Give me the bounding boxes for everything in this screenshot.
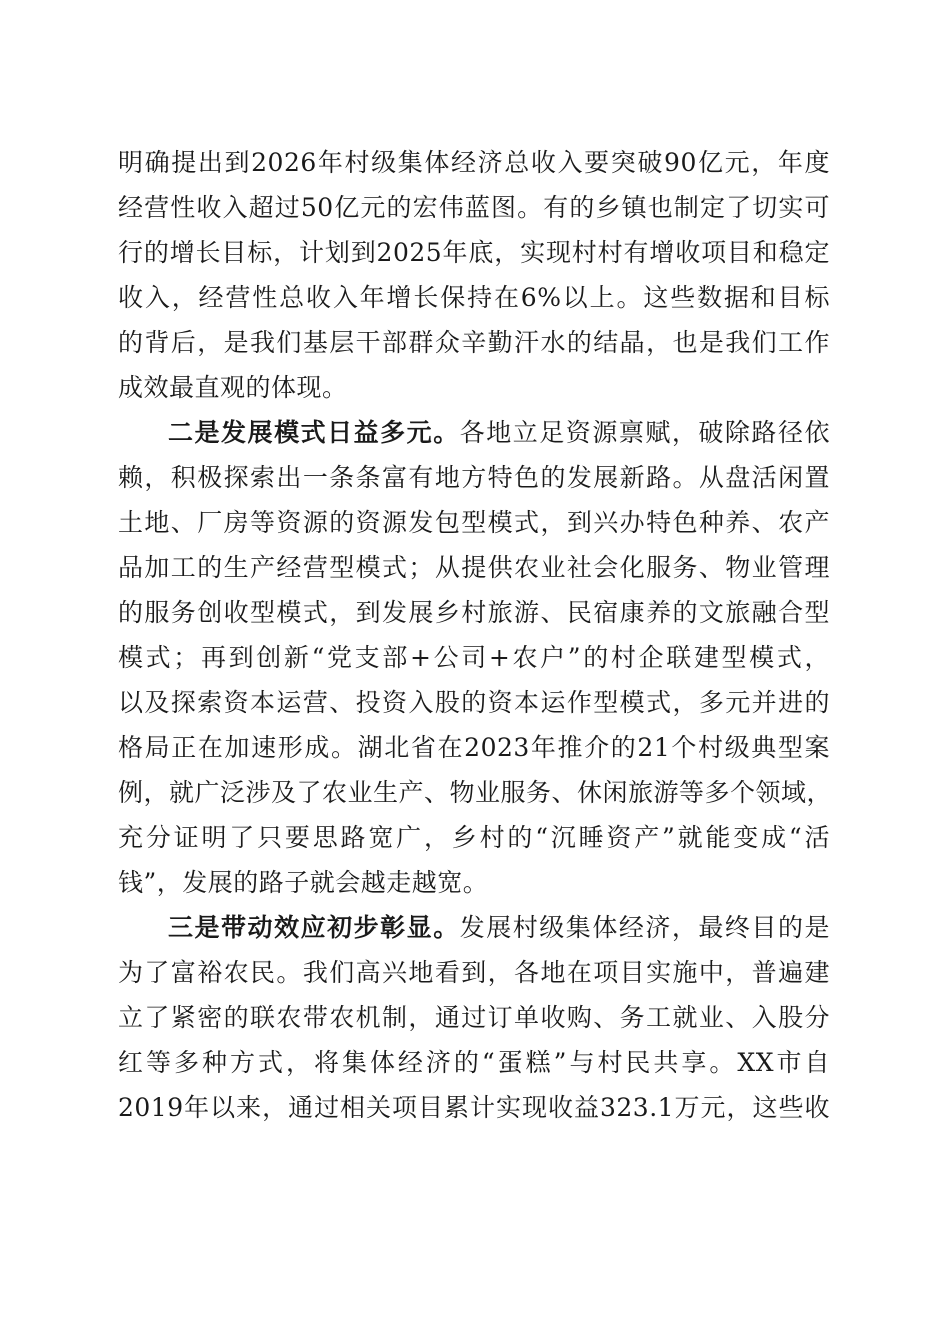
text-line: 2019年以来，通过相关项目累计实现收益323.1万元，这些收 — [118, 1093, 830, 1122]
text-line — [118, 905, 830, 950]
text-line: 的服务创收型模式，到发展乡村旅游、民宿康养的文旅融合型 — [118, 598, 830, 627]
text-line: 经营性收入超过50亿元的宏伟蓝图。有的乡镇也制定了切实可 — [118, 193, 830, 222]
text-line: 赖，积极探索出一条条富有地方特色的发展新路。从盘活闲置 — [118, 463, 830, 492]
text-line — [118, 410, 830, 455]
text-span: 各地立足资源禀赋，破除路径依 — [459, 418, 830, 447]
text-line: 格局正在加速形成。湖北省在2023年推介的21个村级典型案 — [118, 733, 830, 762]
text-line: 立了紧密的联农带农机制，通过订单收购、务工就业、入股分 — [118, 1003, 830, 1032]
paragraph-heading: 二是发展模式日益多元。 — [168, 418, 460, 447]
text-line: 土地、厂房等资源的资源发包型模式，到兴办特色种养、农产 — [118, 508, 830, 537]
text-line: 明确提出到2026年村级集体经济总收入要突破90亿元，年度 — [118, 148, 830, 177]
text-line: 红等多种方式，将集体经济的“蛋糕”与村民共享。XX市自 — [118, 1048, 830, 1077]
text-line: 模式；再到创新“党支部+公司+农户”的村企联建型模式， — [118, 643, 830, 672]
paragraph-3 — [118, 905, 830, 1130]
text-line: 以及探索资本运营、投资入股的资本运作型模式，多元并进的 — [118, 688, 830, 717]
paragraph-2 — [118, 410, 833, 905]
paragraph-heading: 三是带动效应初步彰显。 — [168, 913, 460, 942]
paragraph-1 — [118, 140, 830, 410]
text-span: 发展村级集体经济，最终目的是 — [459, 913, 830, 942]
text-line: 例，就广泛涉及了农业生产、物业服务、休闲旅游等多个领域， — [118, 778, 833, 807]
text-line: 成效最直观的体现。 — [118, 373, 348, 402]
text-line: 的背后，是我们基层干部群众辛勤汗水的结晶，也是我们工作 — [118, 328, 830, 357]
text-line: 钱”，发展的路子就会越走越宽。 — [118, 868, 489, 897]
document-body — [118, 140, 833, 1130]
text-line: 行的增长目标，计划到2025年底，实现村村有增收项目和稳定 — [118, 238, 830, 267]
text-line: 充分证明了只要思路宽广，乡村的“沉睡资产”就能变成“活 — [118, 823, 830, 852]
text-line: 为了富裕农民。我们高兴地看到，各地在项目实施中，普遍建 — [118, 958, 830, 987]
text-line: 收入，经营性总收入年增长保持在6%以上。这些数据和目标 — [118, 283, 830, 312]
text-line: 品加工的生产经营型模式；从提供农业社会化服务、物业管理 — [118, 553, 830, 582]
